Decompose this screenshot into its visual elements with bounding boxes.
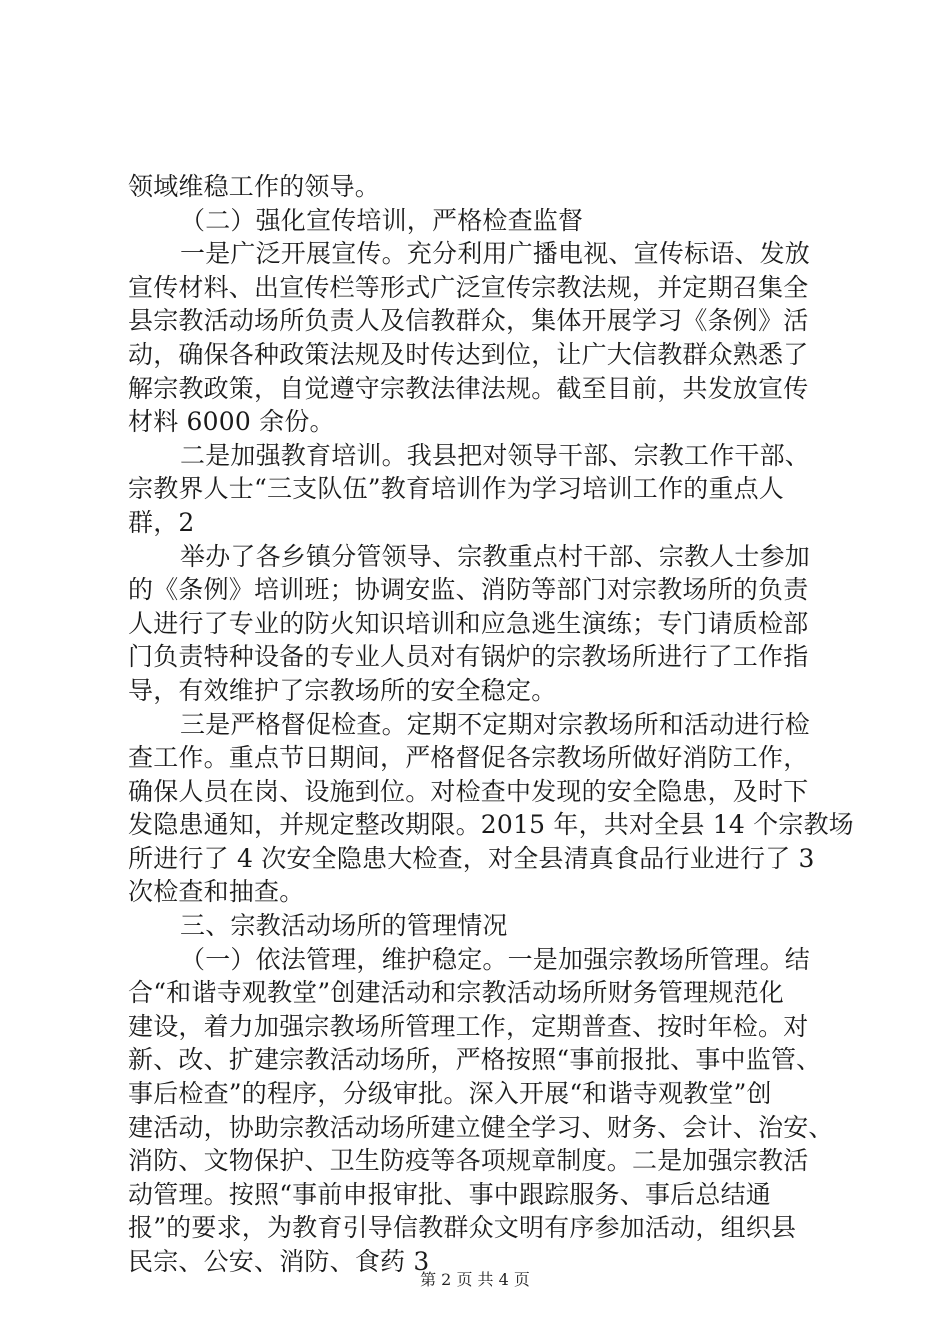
page-number-footer: 第 2 页 共 4 页: [420, 1270, 530, 1289]
text-line: 新、改、扩建宗教活动场所，严格按照“事前报批、事中监管、: [128, 1045, 822, 1075]
text-line: 导，有效维护了宗教场所的安全稳定。: [128, 675, 557, 705]
section-heading: 三、宗教活动场所的管理情况: [180, 911, 508, 941]
text-line: 县宗教活动场所负责人及信教群众，集体开展学习《条例》活: [128, 306, 809, 336]
text-line: 发隐患通知，并规定整改期限。2015 年，共对全县 14 个宗教场: [128, 810, 854, 840]
text-line: 动管理。按照“事前申报审批、事中跟踪服务、事后总结通: [128, 1179, 771, 1209]
text-line: 确保人员在岗、设施到位。对检查中发现的安全隐患，及时下: [128, 776, 809, 806]
text-line: 所进行了 4 次安全隐患大检查，对全县清真食品行业进行了 3: [128, 843, 815, 873]
text-line: 二是加强教育培训。我县把对领导干部、宗教工作干部、: [180, 440, 811, 470]
text-line: 一是广泛开展宣传。充分利用广播电视、宣传标语、发放: [180, 239, 811, 269]
text-line: 事后检查”的程序，分级审批。深入开展“和谐寺观教堂”创: [128, 1079, 772, 1109]
text-line: 民宗、公安、消防、食药 3: [128, 1247, 430, 1276]
text-line: 群，2: [128, 507, 195, 537]
text-line: 动，确保各种政策法规及时传达到位，让广大信教群众熟悉了: [128, 339, 809, 369]
text-line: 领域维稳工作的领导。: [128, 172, 381, 201]
text-line: 报”的要求，为教育引导信教群众文明有序参加活动，组织县: [128, 1213, 797, 1243]
text-line: 三是严格督促检查。定期不定期对宗教场所和活动进行检: [180, 709, 811, 739]
text-line: 建设，着力加强宗教场所管理工作，定期普查、按时年检。对: [128, 1011, 809, 1041]
text-line: 的《条例》培训班；协调安监、消防等部门对宗教场所的负责: [128, 575, 809, 605]
text-line: 解宗教政策，自觉遵守宗教法律法规。截至目前，共发放宣传: [128, 373, 809, 403]
text-line: 宣传材料、出宣传栏等形式广泛宣传宗教法规，并定期召集全: [128, 272, 809, 302]
section-heading: （二）强化宣传培训，严格检查监督: [180, 205, 584, 235]
document-body: [128, 170, 854, 1279]
text-line: 合“和谐寺观教堂”创建活动和宗教活动场所财务管理规范化: [128, 978, 784, 1008]
text-line: 次检查和抽查。: [128, 877, 305, 907]
text-line: （一）依法管理，维护稳定。一是加强宗教场所管理。结: [180, 944, 811, 974]
text-line: 门负责特种设备的专业人员对有锅炉的宗教场所进行了工作指: [128, 642, 809, 672]
text-line: 举办了各乡镇分管领导、宗教重点村干部、宗教人士参加: [180, 541, 811, 571]
text-line: 宗教界人士“三支队伍”教育培训作为学习培训工作的重点人: [128, 474, 784, 504]
text-line: 消防、文物保护、卫生防疫等各项规章制度。二是加强宗教活: [128, 1146, 809, 1176]
text-line: 查工作。重点节日期间，严格督促各宗教场所做好消防工作，: [128, 743, 809, 773]
text-line: 人进行了专业的防火知识培训和应急逃生演练；专门请质检部: [128, 608, 809, 638]
text-line: 材料 6000 余份。: [128, 407, 335, 437]
text-line: 建活动，协助宗教活动场所建立健全学习、财务、会计、治安、: [128, 1112, 834, 1142]
